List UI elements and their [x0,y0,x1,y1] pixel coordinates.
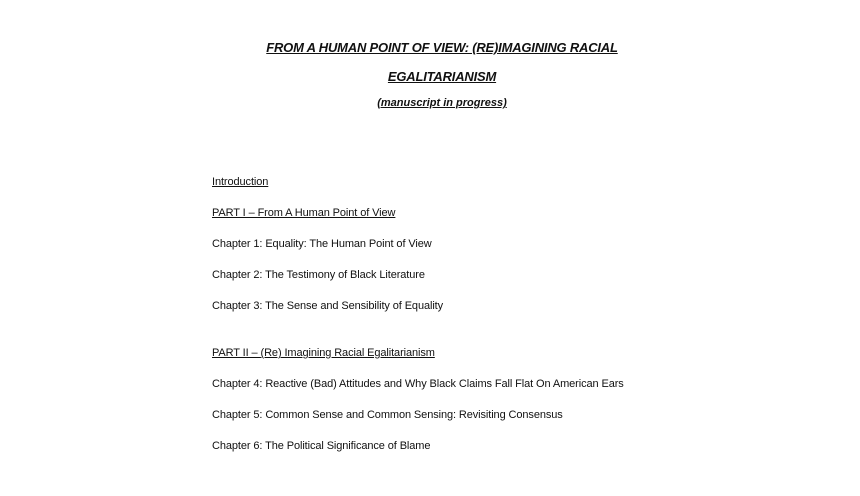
toc-part-2-heading: PART II – (Re) Imagining Racial Egalitarianism [212,347,435,359]
document-title-line-2: EGALITARIANISM [387,69,497,84]
toc-chapter-2: Chapter 2: The Testimony of Black Literature [212,269,425,281]
toc-chapter-4: Chapter 4: Reactive (Bad) Attitudes and Why Black Claims Fall Flat On American Ears [212,378,624,390]
document-subtitle: (manuscript in progress) [377,97,507,109]
toc-introduction: Introduction [212,176,269,188]
toc-chapter-6: Chapter 6: The Political Significance of Blame [212,440,431,452]
document-title-line-1: FROM A HUMAN POINT OF VIEW: (RE)IMAGINING RACIAL [266,40,618,55]
toc-chapter-1: Chapter 1: Equality: The Human Point of View [212,238,432,250]
toc-chapter-3: Chapter 3: The Sense and Sensibility of Equality [212,300,444,312]
toc-part-1-heading: PART I – From A Human Point of View [212,207,396,219]
toc-chapter-5: Chapter 5: Common Sense and Common Sensing: Revisiting Consensus [212,409,563,421]
